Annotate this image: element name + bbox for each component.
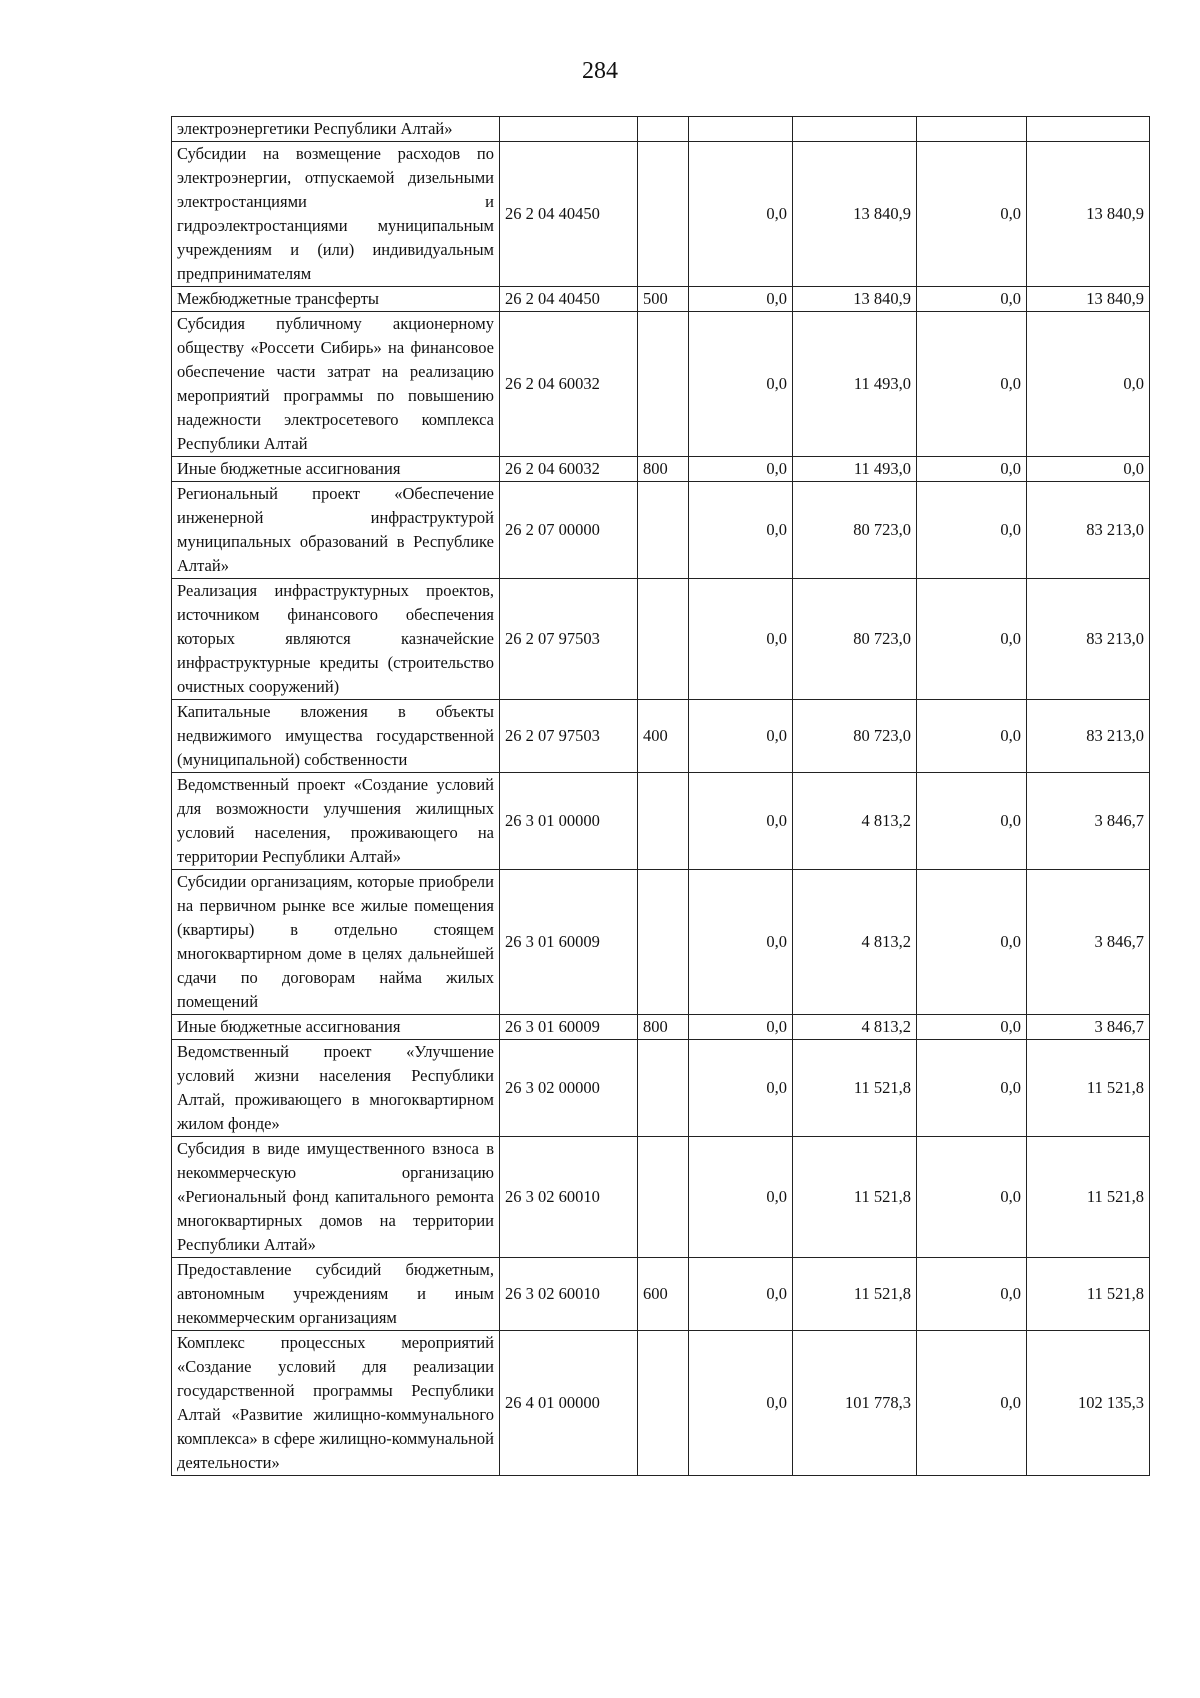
row-value-3-cell: 0,0: [917, 1137, 1027, 1258]
row-code-cell: 26 2 07 00000: [500, 482, 638, 579]
row-value-1-cell: 0,0: [689, 287, 793, 312]
table-row: [172, 1015, 1150, 1040]
row-value-4-cell: 83 213,0: [1027, 579, 1150, 700]
row-value-2-cell: [793, 117, 917, 142]
row-code-cell: 26 2 04 40450: [500, 142, 638, 287]
row-name-cell: Субсидии на возмещение расходов по электроэнергии, отпускаемой дизельными электростанциями и гидроэлектростанциями муниципальным учреждениям и (или) индивидуальным предпринимателям: [172, 142, 500, 287]
row-value-2-cell: 11 521,8: [793, 1258, 917, 1331]
row-vr-cell: [638, 870, 689, 1015]
row-value-3-cell: [917, 117, 1027, 142]
row-name-cell: Реализация инфраструктурных проектов, источником финансового обеспечения которых являются казначейские инфраструктурные кредиты (строительство очистных сооружений): [172, 579, 500, 700]
row-code-cell: 26 2 04 40450: [500, 287, 638, 312]
row-value-3-cell: 0,0: [917, 1015, 1027, 1040]
row-value-1-cell: 0,0: [689, 142, 793, 287]
row-value-1-cell: 0,0: [689, 870, 793, 1015]
table-row: [172, 117, 1150, 142]
row-value-1-cell: [689, 117, 793, 142]
row-vr-cell: [638, 312, 689, 457]
row-code-cell: 26 3 02 60010: [500, 1137, 638, 1258]
row-code-cell: 26 3 01 60009: [500, 870, 638, 1015]
row-name-cell: Межбюджетные трансферты: [172, 287, 500, 312]
row-name-cell: Субсидия в виде имущественного взноса в некоммерческую организацию «Региональный фонд капитального ремонта многоквартирных домов на территории Республики Алтай»: [172, 1137, 500, 1258]
row-value-3-cell: 0,0: [917, 142, 1027, 287]
row-code-cell: 26 2 07 97503: [500, 700, 638, 773]
table-row: [172, 870, 1150, 1015]
table-row: [172, 773, 1150, 870]
table-row: [172, 1040, 1150, 1137]
row-vr-cell: [638, 1137, 689, 1258]
row-vr-cell: [638, 117, 689, 142]
row-value-1-cell: 0,0: [689, 700, 793, 773]
page-number: 284: [582, 58, 618, 84]
row-name-cell: Капитальные вложения в объекты недвижимого имущества государственной (муниципальной) собственности: [172, 700, 500, 773]
row-name-cell: Ведомственный проект «Создание условий для возможности улучшения жилищных условий населения, проживающего на территории Республики Алтай»: [172, 773, 500, 870]
row-value-3-cell: 0,0: [917, 1258, 1027, 1331]
row-value-2-cell: 13 840,9: [793, 142, 917, 287]
row-value-1-cell: 0,0: [689, 773, 793, 870]
row-value-3-cell: 0,0: [917, 482, 1027, 579]
row-value-1-cell: 0,0: [689, 457, 793, 482]
table-row: [172, 312, 1150, 457]
row-value-4-cell: 11 521,8: [1027, 1137, 1150, 1258]
row-value-4-cell: 102 135,3: [1027, 1331, 1150, 1476]
row-vr-cell: [638, 1331, 689, 1476]
row-value-3-cell: 0,0: [917, 1040, 1027, 1137]
row-value-1-cell: 0,0: [689, 1258, 793, 1331]
row-value-3-cell: 0,0: [917, 870, 1027, 1015]
row-name-cell: электроэнергетики Республики Алтай»: [172, 117, 500, 142]
row-value-4-cell: 3 846,7: [1027, 773, 1150, 870]
row-vr-cell: 400: [638, 700, 689, 773]
row-value-2-cell: 4 813,2: [793, 1015, 917, 1040]
row-value-1-cell: 0,0: [689, 1040, 793, 1137]
budget-table: [171, 116, 1150, 1476]
row-value-4-cell: [1027, 117, 1150, 142]
row-vr-cell: [638, 1040, 689, 1137]
row-vr-cell: [638, 142, 689, 287]
row-value-4-cell: 13 840,9: [1027, 287, 1150, 312]
row-name-cell: Субсидии организациям, которые приобрели на первичном рынке все жилые помещения (квартиры) в отдельно стоящем многоквартирном доме в целях дальнейшей сдачи по договорам найма жилых помещений: [172, 870, 500, 1015]
row-vr-cell: 600: [638, 1258, 689, 1331]
row-value-1-cell: 0,0: [689, 312, 793, 457]
row-code-cell: 26 3 01 60009: [500, 1015, 638, 1040]
row-value-3-cell: 0,0: [917, 1331, 1027, 1476]
row-code-cell: 26 3 02 60010: [500, 1258, 638, 1331]
row-value-4-cell: 3 846,7: [1027, 1015, 1150, 1040]
row-code-cell: 26 2 04 60032: [500, 312, 638, 457]
row-value-2-cell: 80 723,0: [793, 482, 917, 579]
row-value-2-cell: 4 813,2: [793, 870, 917, 1015]
row-value-4-cell: 83 213,0: [1027, 482, 1150, 579]
row-value-3-cell: 0,0: [917, 773, 1027, 870]
row-vr-cell: [638, 773, 689, 870]
row-code-cell: 26 4 01 00000: [500, 1331, 638, 1476]
row-value-3-cell: 0,0: [917, 700, 1027, 773]
row-value-3-cell: 0,0: [917, 287, 1027, 312]
table-row: [172, 142, 1150, 287]
row-value-2-cell: 80 723,0: [793, 579, 917, 700]
row-value-4-cell: 13 840,9: [1027, 142, 1150, 287]
row-value-4-cell: 0,0: [1027, 312, 1150, 457]
row-value-1-cell: 0,0: [689, 1137, 793, 1258]
row-value-2-cell: 101 778,3: [793, 1331, 917, 1476]
table-row: [172, 579, 1150, 700]
row-value-1-cell: 0,0: [689, 1015, 793, 1040]
row-code-cell: 26 2 07 97503: [500, 579, 638, 700]
row-value-2-cell: 11 521,8: [793, 1137, 917, 1258]
row-value-3-cell: 0,0: [917, 579, 1027, 700]
row-value-2-cell: 11 493,0: [793, 312, 917, 457]
row-name-cell: Ведомственный проект «Улучшение условий жизни населения Республики Алтай, проживающего в многоквартирном жилом фонде»: [172, 1040, 500, 1137]
row-value-1-cell: 0,0: [689, 579, 793, 700]
row-name-cell: Иные бюджетные ассигнования: [172, 457, 500, 482]
row-code-cell: 26 3 01 00000: [500, 773, 638, 870]
row-value-4-cell: 83 213,0: [1027, 700, 1150, 773]
table-row: [172, 700, 1150, 773]
table-row: [172, 1258, 1150, 1331]
row-value-4-cell: 11 521,8: [1027, 1040, 1150, 1137]
row-name-cell: Комплекс процессных мероприятий «Создание условий для реализации государственной программы Республики Алтай «Развитие жилищно-коммунального комплекса» в сфере жилищно-коммунальной деятельности»: [172, 1331, 500, 1476]
row-value-1-cell: 0,0: [689, 482, 793, 579]
row-vr-cell: 800: [638, 1015, 689, 1040]
table-row: [172, 482, 1150, 579]
row-value-2-cell: 13 840,9: [793, 287, 917, 312]
row-value-3-cell: 0,0: [917, 457, 1027, 482]
row-name-cell: Предоставление субсидий бюджетным, автономным учреждениям и иным некоммерческим организациям: [172, 1258, 500, 1331]
table-row: [172, 1331, 1150, 1476]
row-value-3-cell: 0,0: [917, 312, 1027, 457]
table-row: [172, 457, 1150, 482]
row-code-cell: 26 2 04 60032: [500, 457, 638, 482]
row-value-4-cell: 0,0: [1027, 457, 1150, 482]
row-value-1-cell: 0,0: [689, 1331, 793, 1476]
row-value-2-cell: 11 521,8: [793, 1040, 917, 1137]
budget-table-body: [172, 117, 1150, 1476]
row-value-2-cell: 11 493,0: [793, 457, 917, 482]
row-code-cell: 26 3 02 00000: [500, 1040, 638, 1137]
row-vr-cell: 500: [638, 287, 689, 312]
row-value-2-cell: 80 723,0: [793, 700, 917, 773]
table-row: [172, 287, 1150, 312]
row-code-cell: [500, 117, 638, 142]
row-value-4-cell: 3 846,7: [1027, 870, 1150, 1015]
row-value-2-cell: 4 813,2: [793, 773, 917, 870]
table-row: [172, 1137, 1150, 1258]
row-name-cell: Субсидия публичному акционерному обществу «Россети Сибирь» на финансовое обеспечение части затрат на реализацию мероприятий программы по повышению надежности электросетевого комплекса Республики Алтай: [172, 312, 500, 457]
row-vr-cell: [638, 482, 689, 579]
row-name-cell: Региональный проект «Обеспечение инженерной инфраструктурой муниципальных образований в Республике Алтай»: [172, 482, 500, 579]
row-vr-cell: 800: [638, 457, 689, 482]
row-value-4-cell: 11 521,8: [1027, 1258, 1150, 1331]
row-name-cell: Иные бюджетные ассигнования: [172, 1015, 500, 1040]
row-vr-cell: [638, 579, 689, 700]
